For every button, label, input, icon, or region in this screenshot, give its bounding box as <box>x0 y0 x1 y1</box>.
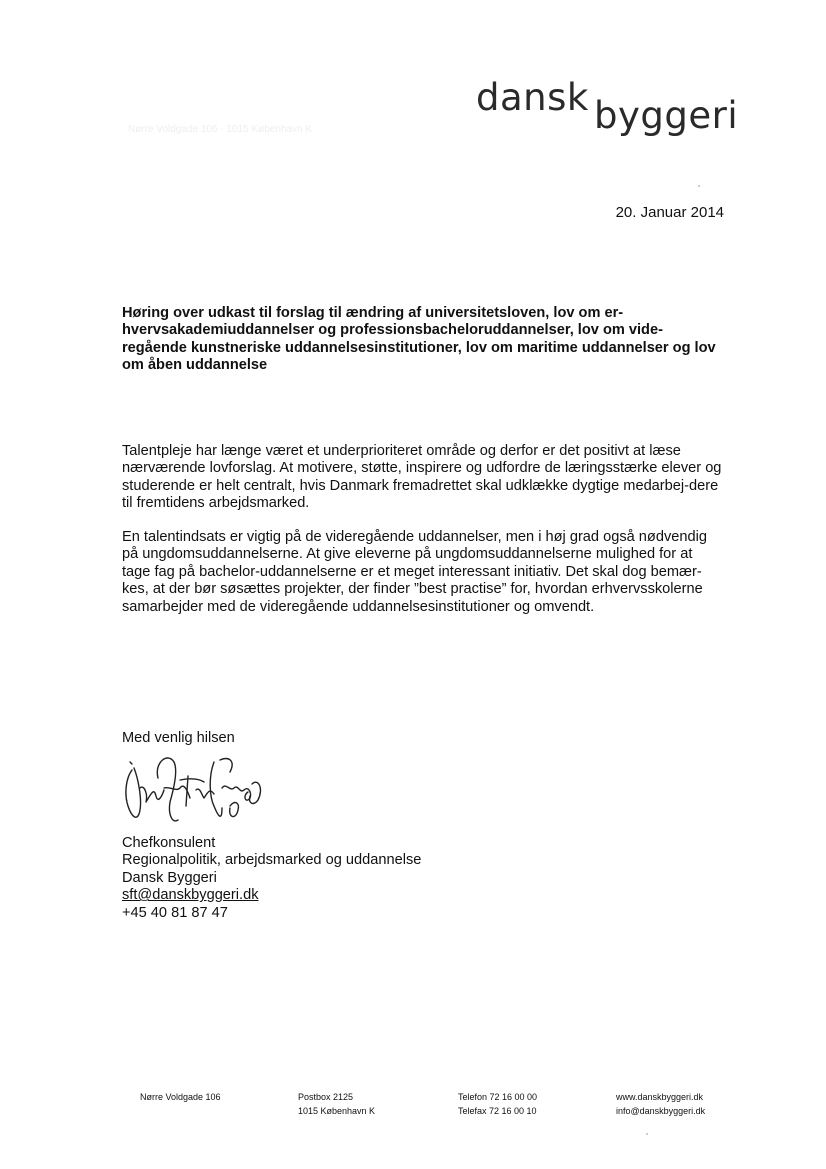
letter-subject: Høring over udkast til forslag til ændring af universitetsloven, lov om er-hvervsakademiuddannelser og professionsbacheloruddannelser, lov om vide-regående kunstneriske uddannelsesinstitutioner, lov om maritime uddannelser og lov om åben uddannelse <box>122 305 716 374</box>
footer-street: Nørre Voldgade 106 <box>140 1092 221 1102</box>
footer-telefax: Telefax 72 16 00 10 <box>458 1106 537 1116</box>
signature-block <box>122 835 421 922</box>
footer-website-link[interactable]: www.danskbyggeri.dk <box>616 1092 704 1102</box>
footer-web <box>616 1090 705 1118</box>
closing-greeting: Med venlig hilsen <box>122 730 235 746</box>
scan-speck <box>646 1133 648 1135</box>
body-paragraph-1: Talentpleje har længe været et underprioriteret område og derfor er det positivt at læse nærværende lovforslag. At motivere, støtte, inspirere og udfordre de læringsstærke elever og studerende er helt centralt, hvis Danmark fremadrettet skal udklække dygtige medarbej-dere til fremtidens arbejdsmarked. <box>122 443 722 512</box>
signer-department: Regionalpolitik, arbejdsmarked og uddannelse <box>122 852 422 869</box>
footer-postal <box>298 1090 375 1118</box>
signer-phone: +45 40 81 87 47 <box>122 904 228 921</box>
signer-organization: Dansk Byggeri <box>122 869 217 886</box>
handwritten-signature <box>118 748 268 830</box>
faint-header-text: Nørre Voldgade 106 · 1015 København K <box>128 124 313 135</box>
letter-date: 20. Januar 2014 <box>615 204 724 221</box>
footer-address <box>140 1090 221 1104</box>
logo-word-byggeri: byggeri <box>594 94 739 137</box>
dansk-byggeri-logo <box>476 72 739 142</box>
footer-phones <box>458 1090 537 1118</box>
footer-city: 1015 København K <box>298 1106 376 1116</box>
body-paragraph-2: En talentindsats er vigtig på de videregående uddannelser, men i høj grad også nødvendig på ungdomsuddannelserne. At give eleverne på ungdomsuddannelserne mulighed for at tage fag på bachelor-uddannelserne er et meget interessant initiativ. Det skal dog bemær-kes, at der bør søsættes projekter, der finder ”best practise” for, hvordan erhvervsskolerne samarbejder med de videregående uddannelsesinstitutioner og omvendt. <box>122 529 707 615</box>
footer-mail-link[interactable]: info@danskbyggeri.dk <box>616 1106 706 1116</box>
footer-telefon: Telefon 72 16 00 00 <box>458 1092 538 1102</box>
signer-email-link[interactable]: sft@danskbyggeri.dk <box>122 887 259 904</box>
signer-title: Chefkonsulent <box>122 835 216 851</box>
scan-speck <box>698 185 700 187</box>
footer-postbox: Postbox 2125 <box>298 1092 354 1102</box>
logo-word-dansk: dansk <box>476 76 589 119</box>
